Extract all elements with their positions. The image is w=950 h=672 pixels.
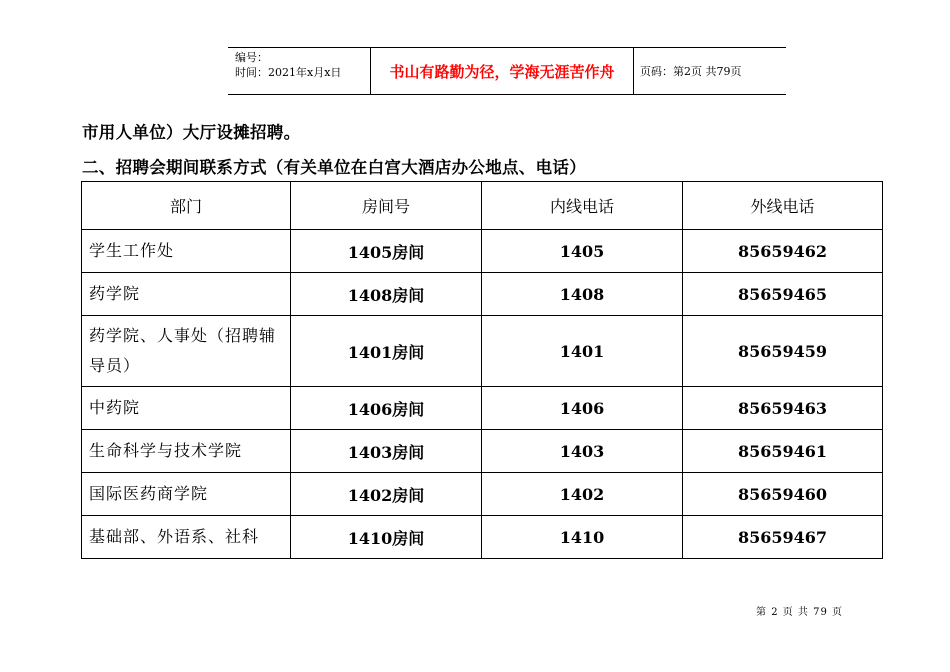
cell-room: 1403房间 [291, 430, 482, 473]
cell-dept: 学生工作处 [82, 230, 291, 273]
page-header [228, 47, 786, 95]
cell-ext: 1408 [482, 273, 683, 316]
cell-dept: 生命科学与技术学院 [82, 430, 291, 473]
section-heading: 二、招聘会期间联系方式（有关单位在白宫大酒店办公地点、电话） [82, 158, 586, 177]
table-row [82, 316, 883, 387]
cell-phone: 85659460 [683, 473, 883, 516]
cell-ext: 1402 [482, 473, 683, 516]
contacts-table [81, 181, 883, 559]
header-phone: 外线电话 [683, 182, 883, 230]
header-number-label: 编号： [235, 51, 268, 64]
page-footer: 第 2 页 共 79 页 [756, 607, 843, 618]
header-page-info: 页码：第2页 共79页 [640, 65, 742, 78]
header-room: 房间号 [291, 182, 482, 230]
cell-room: 1406房间 [291, 387, 482, 430]
table-row [82, 516, 883, 559]
cell-dept: 国际医药商学院 [82, 473, 291, 516]
table-row [82, 387, 883, 430]
cell-ext: 1410 [482, 516, 683, 559]
cell-phone: 85659461 [683, 430, 883, 473]
cell-room: 1408房间 [291, 273, 482, 316]
cell-dept: 药学院 [82, 273, 291, 316]
cell-ext: 1403 [482, 430, 683, 473]
cell-phone: 85659462 [683, 230, 883, 273]
cell-phone: 85659465 [683, 273, 883, 316]
cell-room: 1402房间 [291, 473, 482, 516]
cell-dept: 药学院、人事处（招聘辅导员） [82, 316, 291, 387]
cell-room: 1410房间 [291, 516, 482, 559]
cell-room: 1401房间 [291, 316, 482, 387]
cell-ext: 1406 [482, 387, 683, 430]
table-header-row [82, 182, 883, 230]
cell-dept: 基础部、外语系、社科 [82, 516, 291, 559]
table-row [82, 430, 883, 473]
cell-room: 1405房间 [291, 230, 482, 273]
cell-phone: 85659459 [683, 316, 883, 387]
table-row [82, 273, 883, 316]
header-time-label: 时间：2021年x月x日 [235, 66, 342, 79]
cell-phone: 85659463 [683, 387, 883, 430]
header-ext: 内线电话 [482, 182, 683, 230]
cell-ext: 1401 [482, 316, 683, 387]
header-dept: 部门 [82, 182, 291, 230]
paragraph-line-1: 市用人单位）大厅设摊招聘。 [82, 123, 301, 142]
header-motto: 书山有路勤为径，学海无涯苦作舟 [370, 48, 634, 94]
cell-ext: 1405 [482, 230, 683, 273]
table-row [82, 473, 883, 516]
cell-phone: 85659467 [683, 516, 883, 559]
cell-dept: 中药院 [82, 387, 291, 430]
header-left-cell [228, 48, 370, 94]
table-row [82, 230, 883, 273]
